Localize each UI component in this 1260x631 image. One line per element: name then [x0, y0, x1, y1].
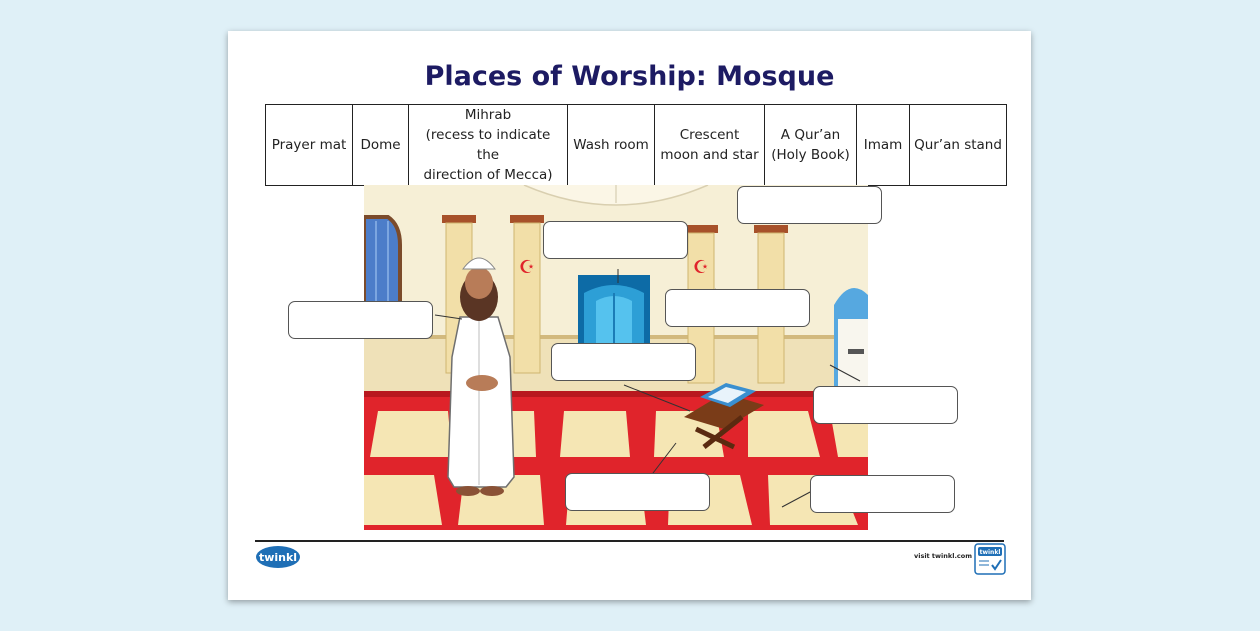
word-bank-table	[265, 104, 1007, 186]
worksheet-page	[228, 31, 1031, 600]
word-mihrab-line-1: Mihrab	[464, 107, 512, 123]
word-quran-line-1: A Qur’an	[780, 127, 841, 143]
answer-box-crescent[interactable]	[665, 289, 810, 327]
word-bank-row	[266, 105, 1007, 186]
answer-box-quran-stand[interactable]	[565, 473, 710, 511]
word-crescent	[655, 105, 765, 186]
answer-box-quran[interactable]	[551, 343, 696, 381]
word-crescent-line-2: moon and star	[660, 147, 759, 163]
word-crescent-line-1: Crescent	[679, 127, 740, 143]
quality-badge-icon	[974, 543, 1006, 575]
answer-box-prayer-mat[interactable]	[810, 475, 955, 513]
crescent-star-icon: ☪	[518, 257, 536, 278]
answer-box-wash-room[interactable]	[813, 386, 958, 424]
logo-text: twinkl	[258, 551, 298, 564]
footer-divider	[255, 540, 1004, 542]
page-title: Places of Worship: Mosque	[424, 61, 835, 92]
word-mihrab	[409, 105, 568, 186]
answer-box-mihrab[interactable]	[543, 221, 688, 259]
pillar-left-2	[510, 215, 544, 373]
word-quran-stand: Qur’an stand	[910, 105, 1007, 186]
word-quran-line-2: (Holy Book)	[771, 147, 850, 163]
badge-text: twinkl	[979, 549, 1001, 556]
crescent-star-icon-2: ☪	[692, 257, 710, 278]
word-imam: Imam	[857, 105, 910, 186]
word-mihrab-line-2: (recess to indicate the	[425, 127, 551, 163]
answer-box-imam[interactable]	[288, 301, 433, 339]
footer-url[interactable]: visit twinkl.com	[914, 552, 973, 560]
word-mihrab-line-3: direction of Mecca)	[423, 167, 553, 183]
word-wash-room: Wash room	[568, 105, 655, 186]
answer-box-dome[interactable]	[737, 186, 882, 224]
imam-robe	[448, 317, 514, 487]
word-quran	[765, 105, 857, 186]
twinkl-logo-icon[interactable]	[255, 544, 301, 570]
word-dome: Dome	[353, 105, 409, 186]
word-prayer-mat: Prayer mat	[266, 105, 353, 186]
